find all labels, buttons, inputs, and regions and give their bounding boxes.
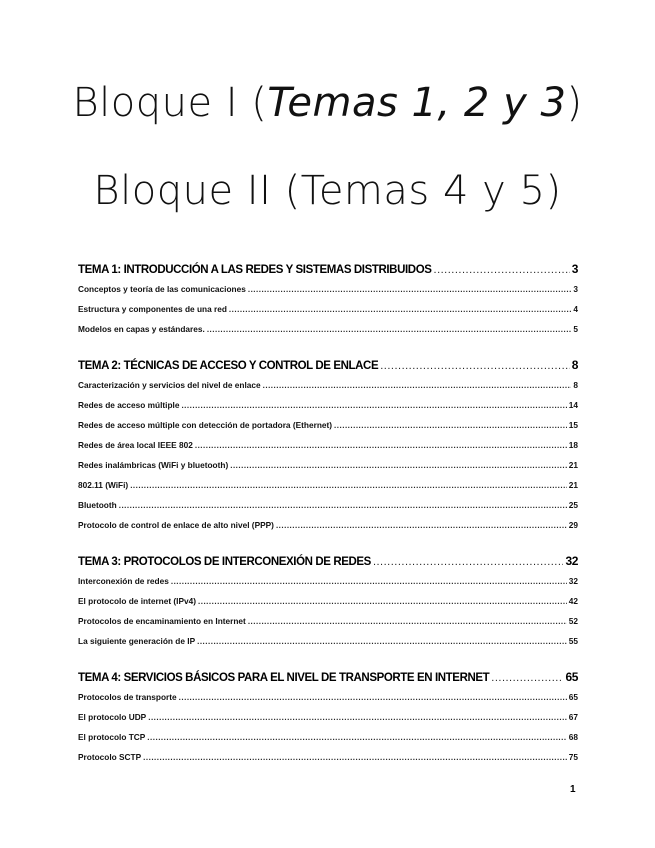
toc-heading-label: TEMA 2: TÉCNICAS DE ACCESO Y CONTROL DE ENLACE (78, 360, 379, 372)
toc-page-number: 8 (573, 380, 578, 390)
toc-heading-label: TEMA 3: PROTOCOLOS DE INTERCONEXIÓN DE REDES (78, 556, 371, 568)
toc-leader (207, 325, 572, 334)
toc-page-number: 3 (573, 284, 578, 294)
toc-entry-label: El protocolo UDP (78, 712, 147, 722)
toc-page-number: 18 (568, 440, 578, 450)
toc-page-number: 55 (568, 636, 578, 646)
toc-page-number: 4 (573, 304, 578, 314)
toc-leader (119, 501, 567, 510)
toc-page-number: 3 (571, 262, 578, 276)
toc-entry-label: Redes de acceso múltiple (78, 400, 180, 410)
toc-page-number: 42 (568, 596, 578, 606)
toc-leader (229, 305, 571, 314)
toc-leader (491, 672, 563, 684)
toc-entry[interactable] (78, 440, 578, 460)
toc-page-number: 14 (568, 400, 578, 410)
table-of-contents (78, 262, 578, 786)
toc-page-number: 67 (568, 712, 578, 722)
toc-section-tema-4 (78, 670, 578, 772)
toc-leader (248, 285, 572, 294)
toc-entry-label: Estructura y componentes de una red (78, 304, 227, 314)
toc-entry-label: Redes de acceso múltiple con detección de portadora (Ethernet) (78, 420, 333, 430)
toc-entry[interactable] (78, 284, 578, 304)
toc-page-number: 75 (568, 752, 578, 762)
toc-entry[interactable] (78, 732, 578, 752)
toc-leader (147, 733, 566, 742)
toc-leader (230, 461, 567, 470)
toc-page-number: 25 (568, 500, 578, 510)
toc-entry[interactable] (78, 616, 578, 636)
toc-entry[interactable] (78, 636, 578, 656)
toc-entry-label: Modelos en capas y estándares. (78, 324, 205, 334)
toc-entry-label: Redes de área local IEEE 802 (78, 440, 193, 450)
toc-leader (434, 264, 570, 276)
toc-heading[interactable] (78, 358, 578, 374)
toc-entry-label: El protocolo de internet (IPv4) (78, 596, 197, 606)
toc-entry[interactable] (78, 324, 578, 344)
toc-page-number: 65 (565, 670, 578, 684)
toc-heading[interactable] (78, 670, 578, 686)
toc-entry[interactable] (78, 460, 578, 480)
toc-entry[interactable] (78, 752, 578, 772)
toc-leader (248, 617, 567, 626)
toc-entry[interactable] (78, 304, 578, 324)
bloque-1-title (0, 80, 655, 126)
toc-leader (143, 753, 567, 762)
toc-leader (263, 381, 572, 390)
toc-section-tema-1 (78, 262, 578, 344)
toc-entry[interactable] (78, 596, 578, 616)
bloque-1-title-main: Bloque I ( (72, 80, 268, 126)
toc-entry-label: Protocolo de control de enlace de alto nivel (PPP) (78, 520, 274, 530)
toc-page-number: 29 (568, 520, 578, 530)
bloque-1-title-close: ) (566, 80, 583, 126)
bloque-1-title-italic: Temas 1, 2 y 3 (267, 80, 567, 126)
toc-leader (181, 401, 566, 410)
toc-leader (130, 481, 567, 490)
toc-page-number: 21 (568, 480, 578, 490)
toc-leader (334, 421, 567, 430)
toc-page-number: 21 (568, 460, 578, 470)
toc-page-number: 65 (568, 692, 578, 702)
toc-heading[interactable] (78, 262, 578, 278)
toc-entry-label: Conceptos y teoría de las comunicaciones (78, 284, 246, 294)
toc-page-number: 52 (568, 616, 578, 626)
toc-entry[interactable] (78, 576, 578, 596)
toc-section-tema-3 (78, 554, 578, 656)
toc-entry-label: Protocolos de transporte (78, 692, 177, 702)
toc-leader (197, 637, 567, 646)
toc-entry[interactable] (78, 692, 578, 712)
toc-page-number: 68 (568, 732, 578, 742)
toc-heading[interactable] (78, 554, 578, 570)
toc-leader (171, 577, 567, 586)
toc-entry[interactable] (78, 500, 578, 520)
toc-entry-label: Interconexión de redes (78, 576, 169, 586)
toc-page-number: 8 (571, 358, 578, 372)
toc-page-number: 32 (568, 576, 578, 586)
toc-entry[interactable] (78, 480, 578, 500)
toc-leader (198, 597, 567, 606)
toc-section-tema-2 (78, 358, 578, 540)
toc-entry-label: Protocolo SCTP (78, 752, 142, 762)
toc-leader (195, 441, 567, 450)
toc-entry-label: Redes inalámbricas (WiFi y bluetooth) (78, 460, 229, 470)
toc-leader (373, 556, 564, 568)
toc-entry-label: La siguiente generación de IP (78, 636, 196, 646)
page-number: 1 (570, 784, 576, 795)
toc-entry-label: El protocolo TCP (78, 732, 146, 742)
toc-leader (276, 521, 567, 530)
toc-entry-label: Protocolos de encaminamiento en Internet (78, 616, 246, 626)
toc-heading-label: TEMA 4: SERVICIOS BÁSICOS PARA EL NIVEL DE TRANSPORTE EN INTERNET (78, 672, 490, 684)
toc-page-number: 5 (573, 324, 578, 334)
toc-leader (380, 360, 569, 372)
toc-entry-label: 802.11 (WiFi) (78, 480, 129, 490)
toc-leader (148, 713, 567, 722)
toc-entry-label: Bluetooth (78, 500, 117, 510)
toc-entry[interactable] (78, 380, 578, 400)
toc-leader (179, 693, 567, 702)
toc-page-number: 15 (568, 420, 578, 430)
bloque-2-title: Bloque II (Temas 4 y 5) (93, 168, 562, 214)
toc-entry[interactable] (78, 520, 578, 540)
toc-entry[interactable] (78, 420, 578, 440)
toc-entry-label: Caracterización y servicios del nivel de enlace (78, 380, 261, 390)
toc-entry[interactable] (78, 712, 578, 732)
toc-entry[interactable] (78, 400, 578, 420)
toc-page-number: 32 (565, 554, 578, 568)
toc-heading-label: TEMA 1: INTRODUCCIÓN A LAS REDES Y SISTEMAS DISTRIBUIDOS (78, 264, 432, 276)
